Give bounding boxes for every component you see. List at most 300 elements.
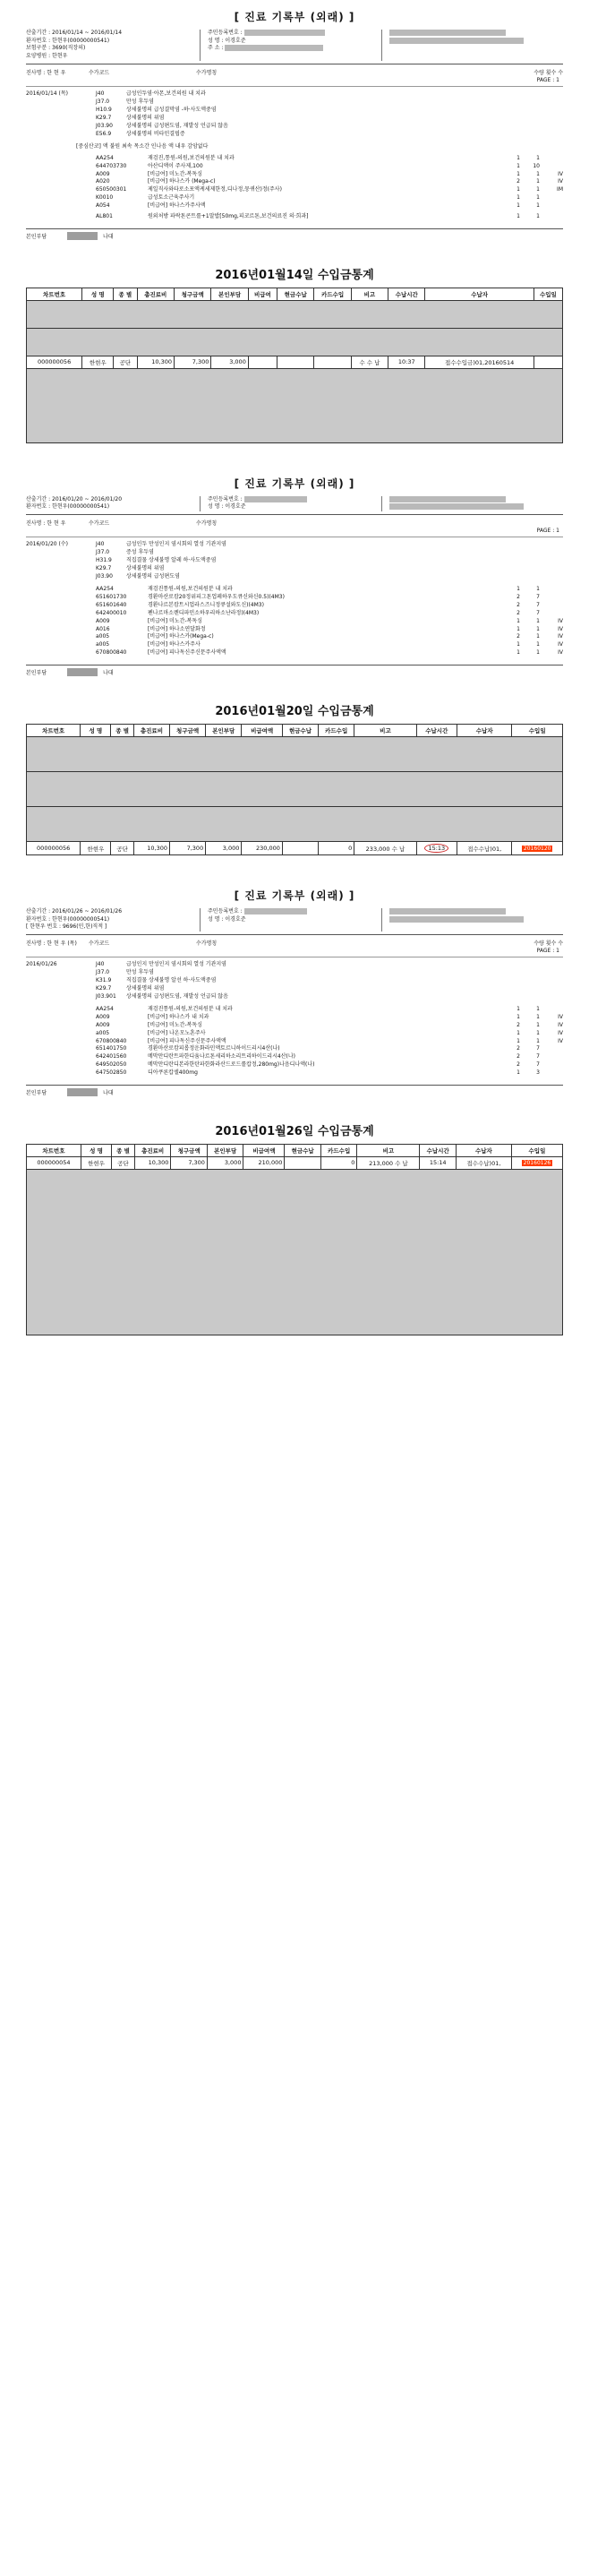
ledger-table — [26, 1144, 563, 1335]
diagnosis-row — [26, 572, 563, 580]
tx-code: A009 — [96, 1013, 110, 1020]
tx-route: IV — [558, 1013, 563, 1020]
dx-desc: 만성 후두염 — [126, 98, 154, 105]
cell-memo: 233,000 수 납 — [354, 842, 416, 855]
cell-chart-no: 000000054 — [27, 1156, 81, 1169]
ledger-mask-row — [27, 328, 563, 356]
cell-claim: 7,300 — [171, 1156, 208, 1169]
treatment-row — [96, 641, 563, 649]
tx-name: 아산디액이 주사제,100 — [148, 162, 203, 169]
tx-code: 670800840 — [96, 649, 127, 657]
cell-memo: 수 수 납 — [351, 356, 388, 368]
col-kind: 종 별 — [114, 288, 137, 300]
page-number: PAGE : 1 — [536, 76, 559, 83]
col-receiver: 수납자 — [456, 1144, 511, 1156]
record-title: [ 진료 기록부 (외래) ] — [234, 11, 355, 23]
col-total: 총진료비 — [133, 725, 169, 737]
cell-name: 한현우 — [82, 356, 114, 368]
cell-noninsured: 210,000 — [243, 1156, 285, 1169]
cell-cash — [285, 1156, 321, 1169]
col-name: 수가명칭 — [196, 520, 218, 528]
tx-count: 7 — [536, 1061, 540, 1069]
tx-name: [비급여] 미노간-복독싱 — [148, 617, 202, 624]
cell-claim: 7,300 — [170, 842, 206, 855]
tx-name: 경환마산로캄20정위피그톤업페하우도큐신와신0.5)(4M3) — [148, 594, 285, 600]
tx-name: [비급여] 피나독신주신문주사액액 — [148, 1037, 226, 1044]
ledger-page-2 — [0, 680, 589, 855]
doctor-name: 진사명 : 한 현 우 (목) — [26, 940, 77, 948]
treatment-row — [96, 155, 563, 163]
ledger-table — [26, 724, 563, 855]
record-period: 산출기간 : 2016/01/20 ~ 2016/01/20 — [26, 495, 123, 502]
record-header-left — [26, 496, 200, 511]
col-memo: 비고 — [354, 725, 416, 737]
record-footer — [26, 1085, 563, 1096]
diagnosis-row — [26, 992, 563, 1000]
tx-count: 1 — [536, 1021, 540, 1028]
tx-count: 1 — [536, 625, 540, 632]
page-number: PAGE : 1 — [536, 948, 559, 955]
cell-kind: 공단 — [112, 1156, 135, 1169]
tx-code: AA254 — [96, 1006, 114, 1013]
tx-qty: 2 — [516, 1045, 520, 1052]
treatment-row — [96, 1061, 563, 1069]
tx-code: 642400010 — [96, 609, 127, 616]
cell-date — [534, 356, 562, 368]
patient-name: 이경호준 — [225, 503, 246, 511]
diagnosis-list-3 — [26, 960, 563, 1000]
col-self-pay: 본인부담 — [206, 725, 242, 737]
dx-code: J40 — [96, 90, 105, 97]
tx-code: K0010 — [96, 194, 114, 202]
dx-code: J40 — [96, 541, 105, 548]
tx-name: 재검진통원-의원,보건의원분 내 치과 — [148, 586, 233, 593]
tx-qty: 1 — [516, 1006, 520, 1013]
treatment-row — [96, 194, 563, 202]
tx-count: 3 — [536, 1069, 540, 1077]
col-code: 수가코드 — [89, 520, 110, 528]
tx-count: 7 — [536, 609, 540, 616]
dx-desc: 상세불명의 급성결막염 -하·사도액중염 — [126, 106, 217, 113]
tx-count: 1 — [536, 186, 540, 193]
cell-name: 한현우 — [81, 842, 111, 855]
dx-code: K31.9 — [96, 977, 112, 984]
ledger-mask-row — [27, 368, 563, 442]
dx-desc: 상세불명의 위염 — [126, 114, 165, 121]
tx-route — [540, 586, 563, 594]
divider — [26, 934, 563, 935]
col-kind: 종 별 — [111, 725, 133, 737]
col-date: 수입일 — [512, 725, 563, 737]
tx-qty: 1 — [516, 212, 520, 219]
dx-desc: 증성 후두염 — [126, 549, 154, 556]
tx-qty: 1 — [516, 162, 520, 169]
table-row — [27, 1156, 563, 1169]
col-time: 수납시간 — [420, 1144, 457, 1156]
diagnosis-row — [26, 960, 563, 968]
dx-code: J37.0 — [96, 549, 110, 556]
tx-count: 1 — [536, 212, 540, 219]
col-total: 총진료비 — [137, 288, 174, 300]
page-number: PAGE : 1 — [536, 528, 559, 535]
tx-route — [540, 1006, 563, 1014]
col-date: 수입일 — [534, 288, 562, 300]
table-row — [27, 356, 563, 368]
col-name: 수가명칭 — [196, 940, 218, 948]
tx-count: 1 — [536, 170, 540, 177]
col-self-pay: 본인부담 — [211, 288, 248, 300]
tx-qty: 1 — [516, 1037, 520, 1044]
date-stamp: 20160126 — [523, 1160, 551, 1167]
tx-qty: 1 — [516, 586, 520, 593]
treatment-row — [96, 649, 563, 657]
record-header-mid — [200, 908, 382, 932]
cell-cash — [282, 842, 318, 855]
tx-qty: 1 — [516, 1069, 520, 1077]
ledger-header-row — [27, 725, 563, 737]
tx-name: 메막만디란트파한디움나르톤세리하소리트리하이드리시4산(나) — [148, 1053, 295, 1060]
record-title: [ 진료 기록부 (외래) ] — [234, 889, 355, 902]
treatment-row — [96, 1006, 563, 1014]
visit-date: 2016/01/20 (수) — [26, 541, 68, 548]
tx-name: 재검진통원-의원,보건의원분 내 치과 — [148, 1006, 233, 1013]
signature-mask — [67, 1088, 98, 1096]
tx-qty: 1 — [516, 625, 520, 632]
diagnosis-row — [26, 90, 563, 98]
patient-name: 이경호준 — [225, 37, 246, 44]
tx-code: 651401750 — [96, 1045, 127, 1052]
tx-count: 1 — [536, 633, 540, 640]
dx-desc: 급성인두 만성인지 염시회의 열성 기관지염 — [126, 541, 226, 548]
treatment-list-2 — [26, 586, 563, 657]
tx-route — [540, 155, 563, 163]
redacted-right-1 — [389, 908, 506, 914]
date-stamp: 20160120 — [523, 846, 551, 852]
ledger-header-row — [27, 288, 563, 300]
cell-receiver: 접수수납)01, — [456, 1156, 511, 1169]
col-cash: 현금수납 — [277, 288, 314, 300]
tx-code: A020 — [96, 178, 110, 185]
col-chart-no: 차트번호 — [27, 288, 82, 300]
ledger-mask-row — [27, 300, 563, 328]
record-period: 산출기간 : 2016/01/26 ~ 2016/01/26 — [26, 908, 123, 914]
tx-name: [비급여] 하나스카 (Mega-c) — [148, 178, 216, 185]
tx-qty: 2 — [516, 594, 520, 600]
tx-qty: 2 — [516, 609, 520, 616]
dx-desc: 직집결물 상세불명 알레 하·사도액중염 — [126, 557, 217, 564]
tx-name: 급성토소근육주사기 — [148, 194, 195, 202]
visit-date: 2016/01/26 — [26, 961, 57, 968]
footer-sign: 나대 — [103, 1089, 114, 1096]
signature-mask — [67, 232, 98, 240]
diagnosis-list-1 — [26, 90, 563, 138]
col-claim: 청구금액 — [171, 1144, 208, 1156]
diagnosis-row — [26, 540, 563, 548]
doctor-name: 진사명 : 한 현 우 — [26, 69, 66, 76]
record-header-mid — [200, 496, 382, 511]
cell-noninsured: 230,000 — [242, 842, 283, 855]
record-patient-no: 환자번호 : 한현우(00000000541) — [26, 503, 110, 511]
tx-qty: 1 — [516, 617, 520, 624]
col-noninsured: 비급여액 — [242, 725, 283, 737]
tx-count: 1 — [536, 617, 540, 624]
treatment-row — [96, 594, 563, 602]
col-card: 카드수입 — [319, 725, 354, 737]
tx-route: IV — [558, 625, 563, 632]
table-row — [27, 842, 563, 855]
visit-date: 2016/01/14 (목) — [26, 90, 68, 97]
tx-name: 원외처방 파락톤콘트롤+1말밥[50mg,피코르톤,보건의료진 의·희과] — [148, 212, 309, 219]
tx-count: 1 — [536, 1006, 540, 1013]
tx-name: [비급여] 하나스카주사액 — [148, 202, 206, 209]
treatment-row — [96, 586, 563, 594]
dx-desc: 만성 후두염 — [126, 969, 154, 976]
cell-time — [416, 842, 457, 855]
dx-code: E56.9 — [96, 130, 112, 137]
tx-route — [540, 1069, 563, 1078]
tx-code: 644703730 — [96, 162, 127, 169]
tx-route — [540, 594, 563, 602]
tx-qty: 1 — [516, 170, 520, 177]
dx-code: K29.7 — [96, 114, 112, 121]
record-subheader — [26, 518, 563, 528]
tx-qty: 1 — [516, 1013, 520, 1020]
tx-route — [540, 1061, 563, 1069]
doctor-name: 진사명 : 한 현 우 — [26, 520, 66, 528]
col-time: 수납시간 — [416, 725, 457, 737]
col-qty — [456, 519, 563, 527]
tx-count: 7 — [536, 601, 540, 608]
footer-sign: 나대 — [103, 670, 114, 676]
tx-qty: 2 — [516, 601, 520, 608]
tx-code: a005 — [96, 1029, 110, 1036]
tx-name: [비급여] 하나소연달화정 — [148, 625, 206, 632]
dx-code: J03.90 — [96, 122, 113, 129]
diagnosis-row — [26, 122, 563, 130]
label-resident-no: 주민등록번호 : — [208, 30, 243, 36]
redacted-resident-no — [244, 30, 325, 36]
col-noninsured: 비급여액 — [243, 1144, 285, 1156]
record-insurance: 보험구분 : 3690(직장의) — [26, 45, 86, 52]
col-claim: 청구금액 — [174, 288, 210, 300]
dx-code: J37.0 — [96, 98, 110, 105]
dx-code: K29.7 — [96, 565, 112, 572]
tx-qty: 1 — [516, 186, 520, 193]
diagnosis-row — [26, 556, 563, 564]
record-page-1 — [0, 0, 589, 244]
record-subheader — [26, 67, 563, 77]
dx-desc: 상세불명의 급성편도염, 재발성 언급되 않음 — [126, 993, 228, 1000]
label-name: 성 명 : — [208, 37, 224, 44]
record-patient-no: 환자번호 : 한현우(00000000541) — [26, 915, 110, 923]
tx-qty: 1 — [516, 1029, 520, 1036]
tx-count: 7 — [536, 1053, 540, 1060]
ledger-table — [26, 288, 563, 443]
tx-name: [비급여] 미노간-복독싱 — [148, 1021, 202, 1028]
tx-code: A009 — [96, 617, 110, 624]
tx-name: 제일직사와타로소포액케세제한정,디나정,뭉퀴산)정(주사) — [148, 186, 282, 193]
tx-count: 1 — [536, 194, 540, 202]
tx-route: IV — [558, 617, 563, 624]
col-cash: 현금수납 — [285, 1144, 321, 1156]
tx-name: 펜나르마소렌디파민소하우리하소난라정)(4M3) — [148, 609, 260, 616]
redacted-address — [225, 45, 323, 51]
cell-self-pay: 3,000 — [206, 842, 242, 855]
tx-code: AA254 — [96, 154, 114, 161]
tx-route — [540, 163, 563, 171]
record-footer — [26, 665, 563, 676]
dx-desc: 상세불명의 비타민결핍증 — [126, 130, 185, 137]
cell-self-pay: 3,000 — [211, 356, 248, 368]
redacted-right-2 — [389, 916, 524, 923]
treatment-row — [96, 618, 563, 626]
cell-date — [511, 1156, 562, 1169]
tx-qty: 2 — [516, 1021, 520, 1028]
tx-count: 1 — [536, 641, 540, 648]
col-name: 수가명칭 — [196, 69, 218, 76]
tx-qty: 1 — [516, 641, 520, 648]
tx-route — [540, 610, 563, 618]
tx-route — [540, 194, 563, 202]
tx-code: A009 — [96, 1021, 110, 1028]
col-self-pay: 본인부담 — [207, 1144, 243, 1156]
tx-qty: 1 — [516, 194, 520, 202]
dx-desc: 직집결물 상세불명 알선 하·사도액중염 — [126, 977, 217, 984]
footer-label: 본인부담 — [26, 233, 47, 240]
tx-code: 651601730 — [96, 594, 127, 600]
label-name: 성 명 : — [208, 503, 224, 511]
col-cash: 현금수납 — [282, 725, 318, 737]
tx-qty: 2 — [516, 178, 520, 185]
col-time: 수납시간 — [388, 288, 425, 300]
col-code: 수가코드 — [89, 940, 110, 948]
record-header — [26, 908, 563, 932]
cell-total: 10,300 — [133, 842, 169, 855]
tx-name: [비급여] 미노간-복독싱 — [148, 170, 202, 177]
cell-chart-no: 000000056 — [27, 356, 82, 368]
dx-desc: 급성인두염·아몬,보건의원 내 치과 — [126, 90, 206, 97]
record-footer — [26, 228, 563, 240]
cell-time: 15:14 — [420, 1156, 457, 1169]
treatment-row — [96, 186, 563, 194]
income-ledger-3 — [26, 1121, 563, 1335]
cell-receiver: 접수수납)01, — [457, 842, 511, 855]
dx-desc: 상세불명의 급성편도염, 재발성 언급되 않음 — [126, 122, 228, 129]
diagnosis-row — [26, 564, 563, 572]
tx-count: 1 — [536, 649, 540, 657]
ledger-title: 2016년01월20일 수입금통계 — [215, 705, 374, 718]
medical-record-3 — [26, 879, 563, 1100]
dx-code: K29.7 — [96, 985, 112, 992]
tx-name: [비급여] 나온모노혼주사 — [148, 1029, 206, 1036]
treatment-row — [96, 202, 563, 210]
income-ledger-2 — [26, 701, 563, 855]
cell-chart-no: 000000056 — [27, 842, 81, 855]
divider — [26, 514, 563, 515]
record-header-right — [382, 496, 563, 511]
col-memo: 비고 — [357, 1144, 420, 1156]
treatment-row — [96, 1069, 563, 1078]
tx-count: 7 — [536, 594, 540, 600]
dx-code: H31.9 — [96, 557, 112, 564]
treatment-row — [96, 178, 563, 186]
tx-code: AL801 — [96, 212, 113, 219]
dx-code: J03.901 — [96, 993, 116, 1000]
treatment-row — [96, 1014, 563, 1022]
ledger-mask-row — [27, 772, 563, 807]
tx-code: 649502050 — [96, 1061, 127, 1069]
treatment-row — [96, 1030, 563, 1038]
tx-route: IV — [558, 633, 563, 640]
cell-card: 0 — [319, 842, 354, 855]
diagnosis-row — [26, 976, 563, 984]
footer-label: 본인부담 — [26, 670, 47, 676]
tx-route — [540, 202, 563, 210]
cell-total: 10,300 — [134, 1156, 171, 1169]
tx-count: 1 — [536, 178, 540, 185]
tx-count: 1 — [536, 154, 540, 161]
dx-code: J37.0 — [96, 969, 110, 976]
record-page-3 — [0, 879, 589, 1100]
tx-route: IM — [557, 186, 563, 193]
ledger-page-3 — [0, 1100, 589, 1335]
ledger-title: 2016년01월14일 수입금통계 — [215, 268, 374, 282]
cell-kind: 공단 — [111, 842, 133, 855]
treatment-row — [96, 602, 563, 610]
col-total: 총진료비 — [134, 1144, 171, 1156]
record-header-right — [382, 908, 563, 932]
tx-count: 1 — [536, 1013, 540, 1020]
col-receiver: 수납자 — [457, 725, 511, 737]
col-qty: 수량 횟수 수 — [534, 940, 563, 948]
tx-count: 1 — [536, 1029, 540, 1036]
redacted-right-1 — [389, 30, 506, 36]
redacted-resident-no — [244, 496, 307, 502]
dx-desc: 상세불명의 위염 — [126, 565, 165, 572]
diagnosis-row — [26, 98, 563, 106]
cell-card: 0 — [320, 1156, 357, 1169]
tx-route: IV — [558, 1021, 563, 1028]
tx-count: 1 — [536, 586, 540, 593]
record-header-mid — [200, 30, 382, 61]
ledger-mask-row — [27, 807, 563, 842]
redacted-right-2 — [389, 503, 524, 510]
cell-noninsured — [248, 356, 277, 368]
diagnosis-row — [26, 130, 563, 138]
ledger-mask-row — [27, 1169, 563, 1335]
treatment-row — [96, 1053, 563, 1061]
diagnosis-row — [26, 106, 563, 114]
divider — [26, 86, 563, 87]
dx-code: J40 — [96, 961, 105, 968]
tx-route: IV — [558, 170, 563, 177]
tx-code: a005 — [96, 633, 110, 640]
income-ledger-1 — [26, 265, 563, 443]
tx-count: 10 — [533, 162, 540, 169]
record-subheader — [26, 938, 563, 948]
record-page-2 — [0, 467, 589, 680]
dx-code: J03.90 — [96, 573, 113, 580]
signature-mask — [67, 668, 98, 676]
tx-name: [비급여] 하나스카(Mega-c) — [148, 633, 214, 640]
label-resident-no: 주민등록번호 : — [208, 908, 243, 914]
record-header-right — [382, 30, 563, 61]
tx-route: IV — [558, 1037, 563, 1044]
treatment-row — [96, 163, 563, 171]
diagnosis-row — [26, 968, 563, 976]
tx-route: IV — [558, 1029, 563, 1036]
cell-cash — [277, 356, 314, 368]
